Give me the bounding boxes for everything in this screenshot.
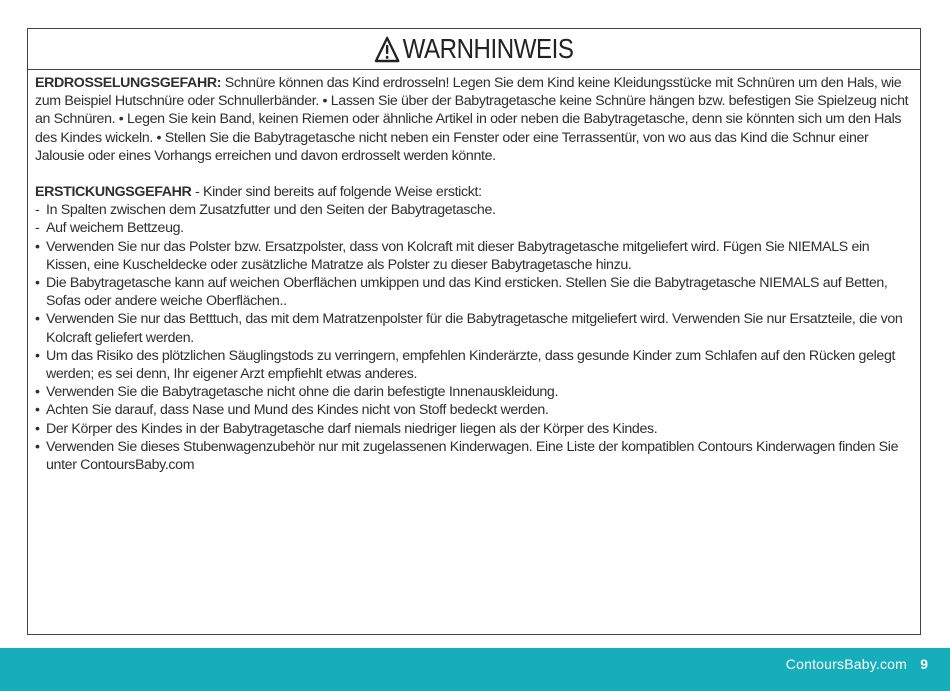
suffocation-dash-list [35,201,912,237]
warning-box [27,28,921,635]
strangulation-text: Schnüre können das Kind erdrosseln! Legen Sie dem Kind keine Kleidungsstücke mit Schnüren um den Hals, wie zum Beispiel Hutschnüre oder Schnullerbänder. • Lassen Sie über der Babytragetasche keine Schnüre hängen bzw. befestigen Sie Spielzeug nicht an Schnüren. • Legen Sie kein Band, keinen Riemen oder ähnliche Artikel in oder neben die Babytragetasche, denn sie könnten sich um den Hals des Kindes wickeln. • Stellen Sie die Babytragetasche nicht neben ein Fenster oder eine Terrassentür, von wo aus das Kind die Schnur einer Jalousie oder eines Vorhangs erreichen und davon erdrosselt werden könnte. [35,75,909,164]
suffocation-heading: ERSTICKUNGSGEFAHR [35,184,192,201]
warning-header [28,29,920,70]
bullet-item: • Die Babytragetasche kann auf weichen Oberflächen umkippen und das Kind ersticken. Stellen Sie die Babytragetasche NIEMALS auf Betten, Sofas oder andere weiche Oberflächen.. [35,275,888,310]
warning-title-text: WARNHINWEIS [402,33,574,64]
footer-bar [0,648,950,691]
suffocation-bullet-list [35,238,912,475]
suffocation-intro-text: - Kinder sind bereits auf folgende Weise erstickt: [191,184,482,201]
page-number: 9 [920,656,928,672]
strangulation-heading: ERDROSSELUNGSGEFAHR: [35,75,222,91]
warning-body [28,70,920,474]
bullet-item: • Verwenden Sie nur das Betttuch, das mit dem Matratzenpolster für die Babytragetasche mitgeliefert wird. Verwenden Sie nur Ersatzteile, die von Kolcraft geliefert werden. [35,311,903,346]
strangulation-paragraph [35,74,912,165]
dash-item: - Auf weichem Bettzeug. [35,220,184,237]
bullet-item: • Der Körper des Kindes in der Babytragetasche darf niemals niedriger liegen als der Körper des Kindes. [35,420,658,437]
bullet-item: • Verwenden Sie dieses Stubenwagenzubehör nur mit zugelassenen Kinderwagen. Eine Liste der kompatiblen Contours Kinderwagen finden Sie unter ContoursBaby.com [35,438,899,474]
suffocation-intro [35,183,912,201]
bullet-item: • Verwenden Sie die Babytragetasche nicht ohne die darin befestigte Innenauskleidung. [35,384,559,401]
bullet-item: • Verwenden Sie nur das Polster bzw. Ersatzpolster, dass von Kolcraft mit dieser Babytragetasche mitgeliefert wird. Fügen Sie NIEMALS ein Kissen, eine Kuscheldecke oder zusätzliche Matratze als Polster zu dieser Babytragetasche hinzu. [35,238,870,273]
warning-title [374,33,573,65]
warning-triangle-icon [374,36,400,63]
footer-website-link[interactable]: ContoursBaby.com [785,656,907,672]
dash-item: - In Spalten zwischen dem Zusatzfutter und den Seiten der Babytragetasche. [35,202,496,219]
bullet-item: • Achten Sie darauf, dass Nase und Mund des Kindes nicht von Stoff bedeckt werden. [35,402,549,419]
bullet-item: • Um das Risiko des plötzlichen Säuglingstods zu verringern, empfehlen Kinderärzte, dass gesunde Kinder zum Schlafen auf den Rücken gelegt werden; es sei denn, Ihr eigener Arzt empfiehlt etwas anderes. [35,347,896,383]
